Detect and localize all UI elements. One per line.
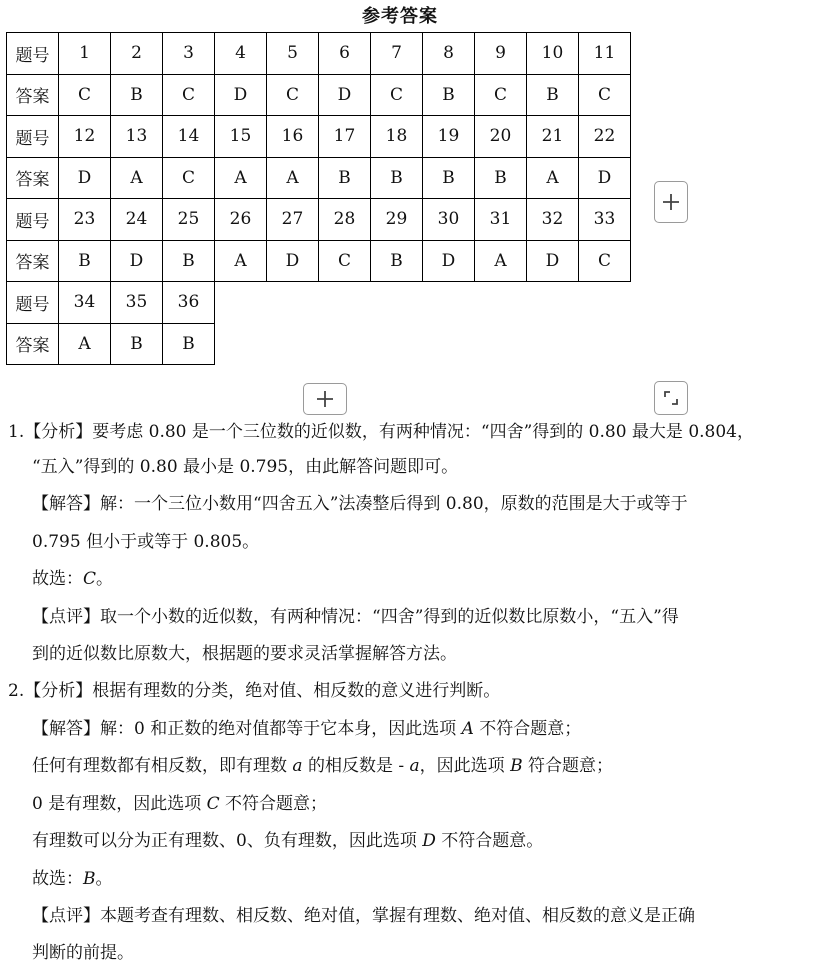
answer-cell: C — [163, 157, 215, 199]
question-number-cell: 14 — [163, 116, 215, 158]
variable: a — [292, 756, 303, 776]
empty-cell — [475, 323, 527, 365]
q2-comment-line1: 【点评】本题考查有理数、相反数、绝对值，掌握有理数、绝对值、相反数的意义是正确 — [32, 906, 695, 926]
answer-cell: C — [475, 74, 527, 116]
table-row-numbers — [7, 33, 631, 75]
table-row-numbers — [7, 282, 631, 324]
question-number-cell: 29 — [371, 199, 423, 241]
answer-cell: B — [163, 323, 215, 365]
text: 【解答】解：0 和正数的绝对值都等于它本身，因此选项 — [32, 719, 462, 739]
q2-solution-line1 — [32, 717, 581, 741]
q2-solution-line4 — [32, 829, 543, 853]
answer-cell: A — [267, 157, 319, 199]
empty-cell — [267, 323, 319, 365]
question-number-cell: 32 — [527, 199, 579, 241]
empty-cell — [319, 323, 371, 365]
row-label-question: 题号 — [7, 199, 59, 241]
question-number-cell: 7 — [371, 33, 423, 75]
empty-cell — [319, 282, 371, 324]
row-label-question: 题号 — [7, 282, 59, 324]
choice-label: 故选： — [32, 869, 83, 889]
question-number-cell: 34 — [59, 282, 111, 324]
question-number-cell: 8 — [423, 33, 475, 75]
question-number-cell: 15 — [215, 116, 267, 158]
choice-letter: C — [83, 569, 97, 589]
table-row-numbers — [7, 199, 631, 241]
q2-solution-line3 — [32, 792, 327, 816]
question-number-cell: 16 — [267, 116, 319, 158]
answer-cell: C — [267, 74, 319, 116]
answer-cell: D — [59, 157, 111, 199]
answer-cell: A — [215, 157, 267, 199]
q1-solution-line2: 0.795 但小于或等于 0.805。 — [32, 532, 260, 552]
answer-cell: D — [579, 157, 631, 199]
text: 任何有理数都有相反数，即有理数 — [32, 756, 293, 776]
choice-label: 故选： — [32, 569, 83, 589]
table-row-numbers — [7, 116, 631, 158]
text: 不符合题意。 — [435, 831, 544, 851]
option-letter: B — [510, 756, 523, 776]
question-number-cell: 21 — [527, 116, 579, 158]
question-number-cell: 11 — [579, 33, 631, 75]
table-row-answers — [7, 157, 631, 199]
answer-cell: D — [423, 240, 475, 282]
question-number-cell: 35 — [111, 282, 163, 324]
row-label-answer: 答案 — [7, 74, 59, 116]
row-label-answer: 答案 — [7, 323, 59, 365]
answer-cell: D — [111, 240, 163, 282]
answer-cell: D — [527, 240, 579, 282]
question-number-cell: 26 — [215, 199, 267, 241]
question-number-cell: 13 — [111, 116, 163, 158]
row-label-question: 题号 — [7, 116, 59, 158]
question-number-cell: 27 — [267, 199, 319, 241]
expand-table-button[interactable] — [654, 381, 688, 415]
answer-cell: B — [371, 240, 423, 282]
table-row-answers — [7, 323, 631, 365]
text: 的相反数是 - — [302, 756, 410, 776]
answer-cell: A — [215, 240, 267, 282]
question-number-cell: 30 — [423, 199, 475, 241]
empty-cell — [423, 323, 475, 365]
q1-comment-line1: 【点评】取一个小数的近似数，有两种情况：“四舍”得到的近似数比原数小，“五入”得 — [32, 607, 679, 627]
empty-cell — [579, 323, 631, 365]
option-letter: D — [422, 831, 436, 851]
question-number-cell: 20 — [475, 116, 527, 158]
text: 有理数可以分为正有理数、0、负有理数，因此选项 — [32, 831, 423, 851]
question-number-cell: 36 — [163, 282, 215, 324]
empty-cell — [371, 323, 423, 365]
answer-cell: B — [423, 157, 475, 199]
answer-cell: B — [527, 74, 579, 116]
question-number-cell: 10 — [527, 33, 579, 75]
question-number-cell: 19 — [423, 116, 475, 158]
q1-choice — [32, 567, 113, 591]
empty-cell — [215, 323, 267, 365]
add-row-button[interactable] — [303, 383, 347, 415]
question-number-cell: 24 — [111, 199, 163, 241]
q2-comment-line2: 判断的前提。 — [32, 943, 134, 963]
answer-table — [6, 32, 631, 365]
choice-end: 。 — [95, 869, 113, 889]
answer-cell: C — [371, 74, 423, 116]
table-row-answers — [7, 240, 631, 282]
question-number-cell: 22 — [579, 116, 631, 158]
answer-cell: D — [267, 240, 319, 282]
q1-solution-line1: 【解答】解：一个三位小数用“四舍五入”法凑整后得到 0.80，原数的范围是大于或等于 — [32, 494, 688, 514]
empty-cell — [423, 282, 475, 324]
row-label-answer: 答案 — [7, 240, 59, 282]
question-number-cell: 4 — [215, 33, 267, 75]
empty-cell — [267, 282, 319, 324]
empty-cell — [527, 282, 579, 324]
empty-cell — [475, 282, 527, 324]
answer-cell: C — [59, 74, 111, 116]
empty-cell — [579, 282, 631, 324]
row-label-answer: 答案 — [7, 157, 59, 199]
question-number-cell: 17 — [319, 116, 371, 158]
question-number-cell: 25 — [163, 199, 215, 241]
empty-cell — [215, 282, 267, 324]
page-title: 参考答案 — [362, 6, 438, 27]
q1-analysis-line2: “五入”得到的 0.80 最小是 0.795，由此解答问题即可。 — [32, 457, 459, 477]
question-number-cell: 2 — [111, 33, 163, 75]
answer-cell: B — [163, 240, 215, 282]
answer-cell: A — [527, 157, 579, 199]
question-number-cell: 3 — [163, 33, 215, 75]
answer-cell: C — [579, 240, 631, 282]
question-number-cell: 5 — [267, 33, 319, 75]
question-number-cell: 33 — [579, 199, 631, 241]
answer-cell: B — [475, 157, 527, 199]
text: 符合题意； — [522, 756, 613, 776]
plus-icon — [662, 193, 680, 211]
option-letter: A — [461, 719, 474, 739]
choice-end: 。 — [96, 569, 114, 589]
empty-cell — [371, 282, 423, 324]
text: ，因此选项 — [419, 756, 511, 776]
q1-analysis-line1: 1.【分析】要考虑 0.80 是一个三位数的近似数，有两种情况：“四舍”得到的 0.80 最大是 0.804， — [8, 422, 754, 442]
variable: a — [409, 756, 420, 776]
answer-cell: A — [111, 157, 163, 199]
q2-choice — [32, 867, 113, 891]
question-number-cell: 6 — [319, 33, 371, 75]
question-number-cell: 9 — [475, 33, 527, 75]
option-letter: C — [206, 794, 220, 814]
q1-comment-line2: 到的近似数比原数大，根据题的要求灵活掌握解答方法。 — [32, 644, 457, 664]
answer-cell: A — [59, 323, 111, 365]
expand-icon — [663, 390, 679, 406]
question-number-cell: 1 — [59, 33, 111, 75]
table-row-answers — [7, 74, 631, 116]
q2-solution-line2 — [32, 754, 613, 778]
question-number-cell: 31 — [475, 199, 527, 241]
answer-cell: A — [475, 240, 527, 282]
text: 不符合题意； — [219, 794, 328, 814]
answer-cell: D — [215, 74, 267, 116]
text: 0 是有理数，因此选项 — [32, 794, 207, 814]
answer-cell: C — [319, 240, 371, 282]
empty-cell — [527, 323, 579, 365]
question-number-cell: 12 — [59, 116, 111, 158]
row-label-question: 题号 — [7, 33, 59, 75]
answer-cell: B — [111, 323, 163, 365]
answer-cell: D — [319, 74, 371, 116]
add-column-button[interactable] — [654, 181, 688, 223]
plus-icon — [316, 390, 334, 408]
question-number-cell: 23 — [59, 199, 111, 241]
answer-cell: C — [163, 74, 215, 116]
answer-cell: B — [59, 240, 111, 282]
question-number-cell: 18 — [371, 116, 423, 158]
answer-cell: B — [371, 157, 423, 199]
q2-analysis-line1: 2.【分析】根据有理数的分类，绝对值、相反数的意义进行判断。 — [8, 681, 501, 701]
answer-cell: B — [423, 74, 475, 116]
text: 不符合题意； — [473, 719, 582, 739]
question-number-cell: 28 — [319, 199, 371, 241]
answer-cell: C — [579, 74, 631, 116]
answer-cell: B — [111, 74, 163, 116]
answer-cell: B — [319, 157, 371, 199]
choice-letter: B — [83, 869, 96, 889]
